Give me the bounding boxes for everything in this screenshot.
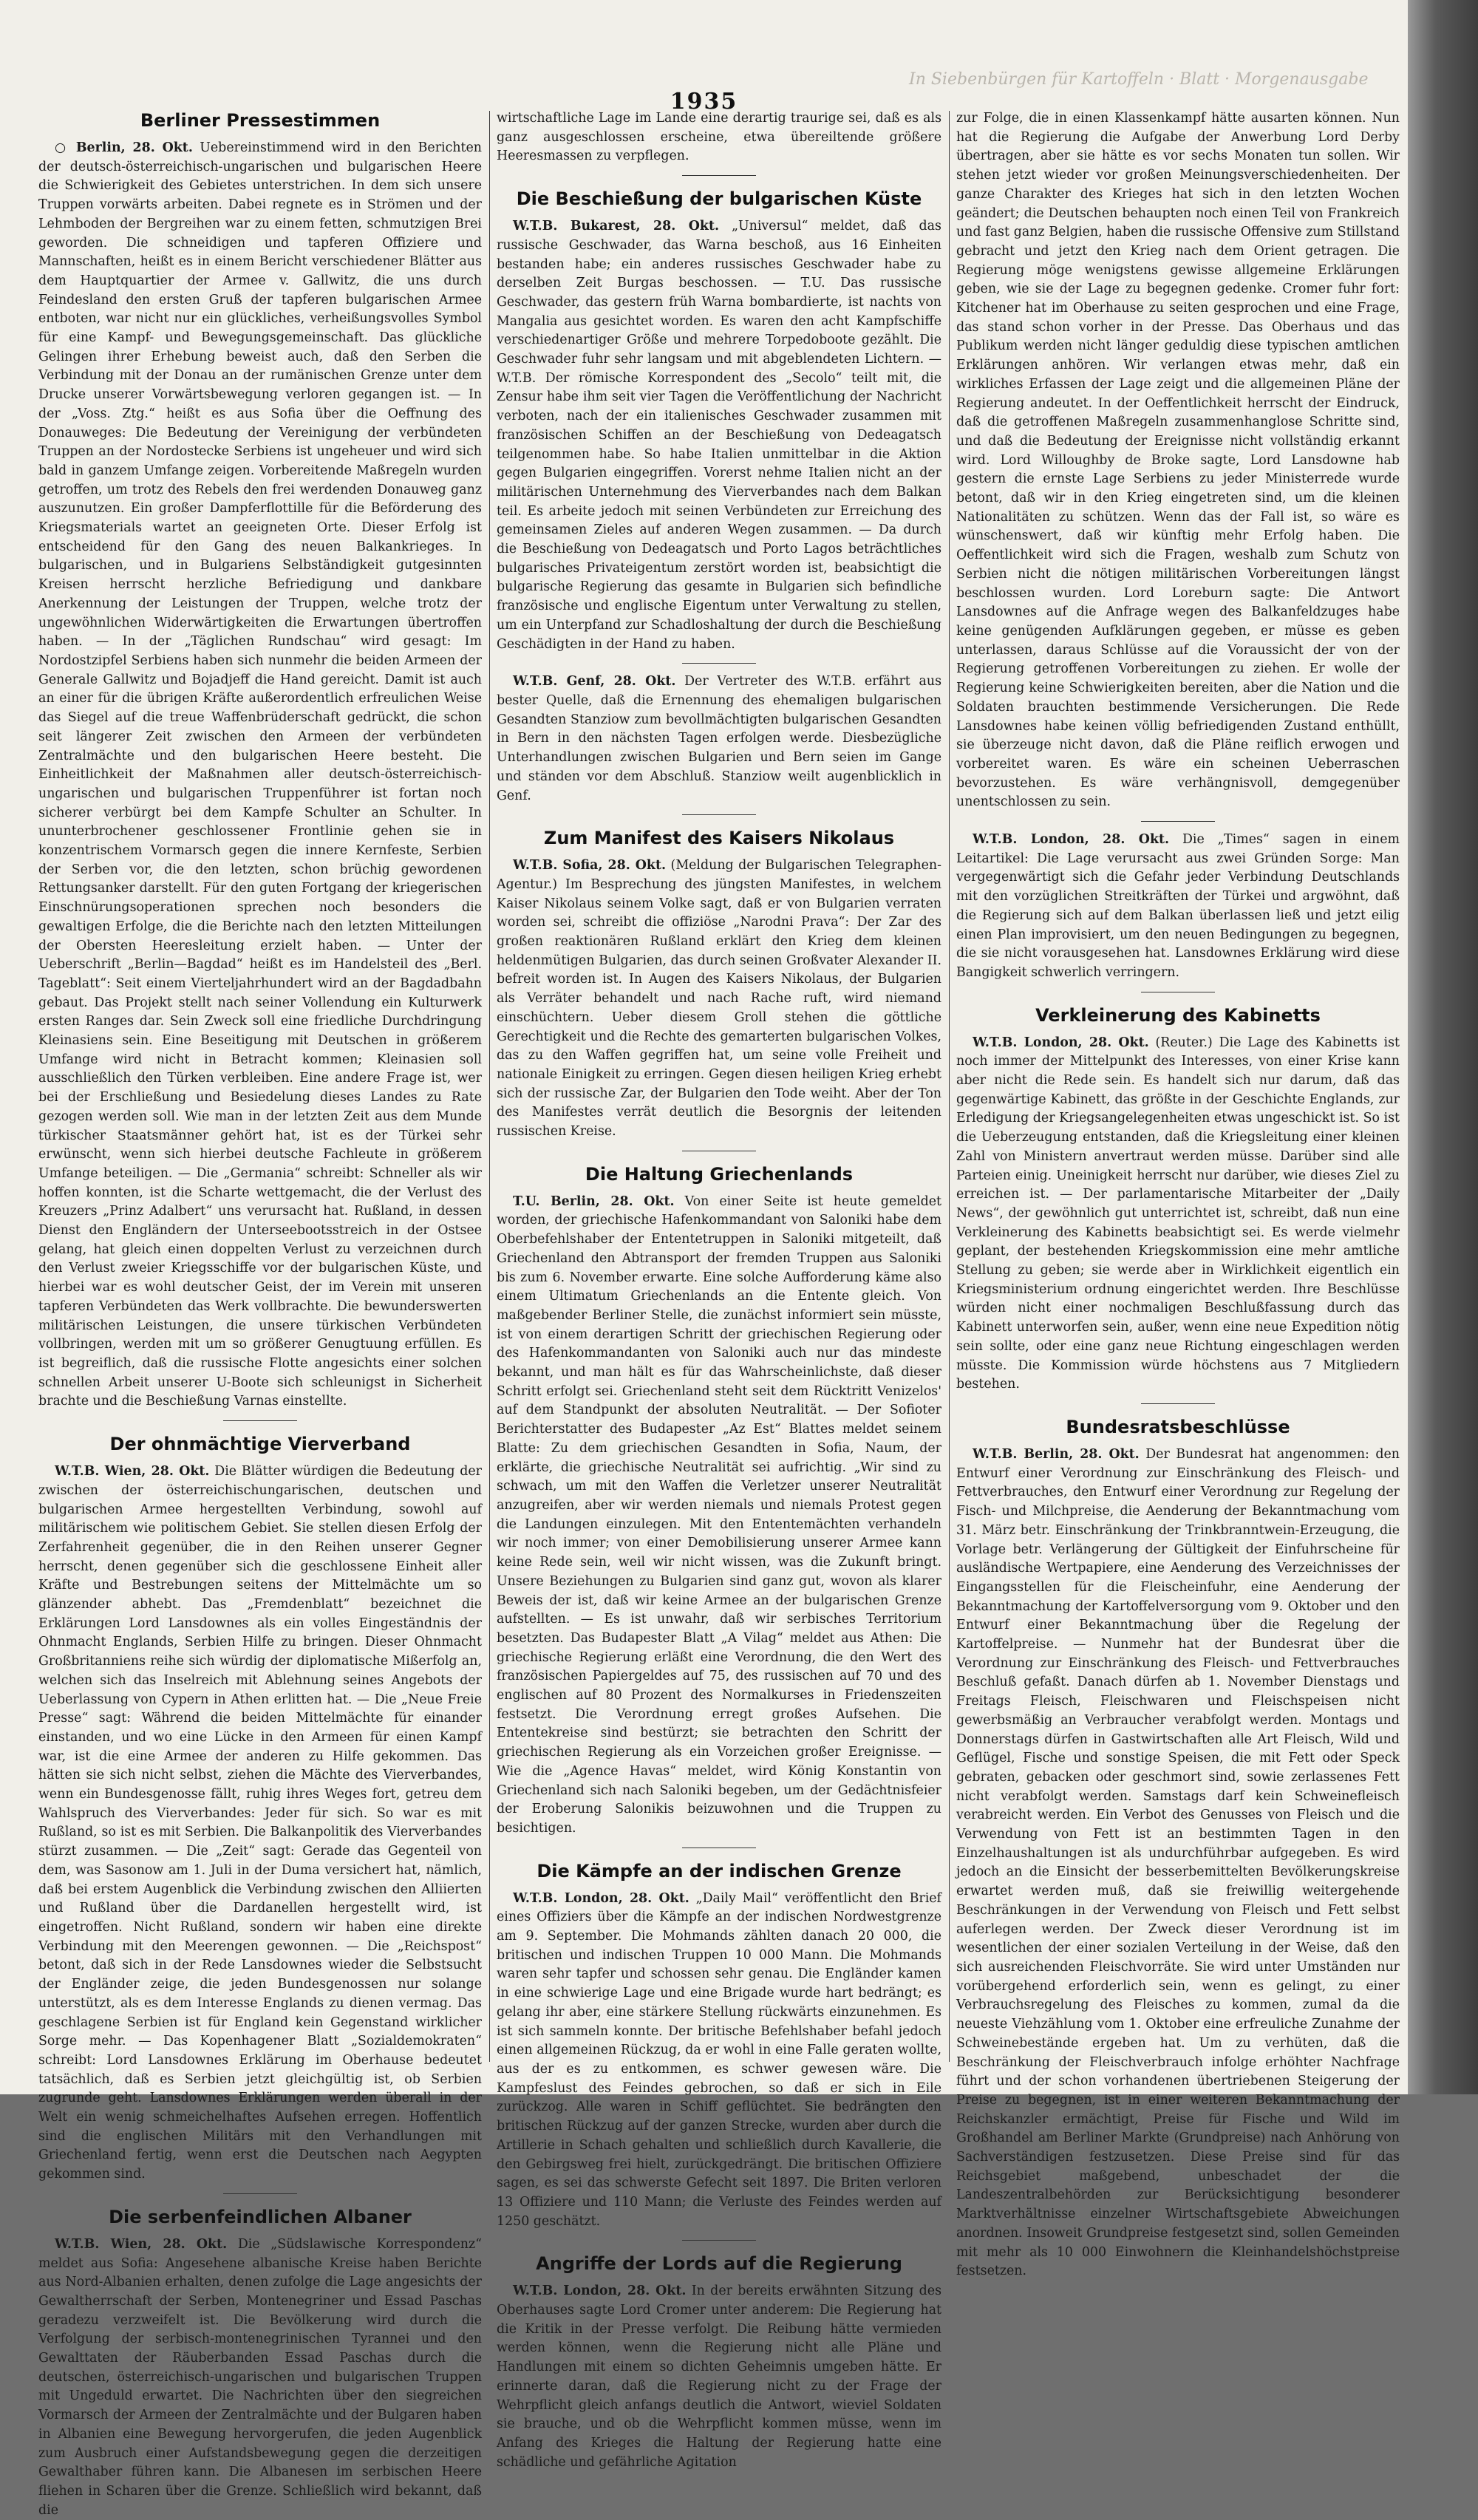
dateline: W.T.B. Genf, 28. Okt. — [513, 674, 676, 689]
bleed-through-strip: In Siebenbürgen für Kartoffeln · Blatt · Morgenausgabe — [909, 70, 1369, 89]
binding-fold — [1408, 0, 1478, 2094]
article-paragraph — [497, 857, 941, 1142]
dateline: W.T.B. London, 28. Okt. — [973, 1035, 1149, 1050]
headline-serbenfeindliche-albaner: Die serbenfeindlichen Albaner — [109, 2206, 412, 2227]
headline-bundesratsbeschluesse: Bundesratsbeschlüsse — [1066, 1417, 1290, 1437]
article-separator — [1141, 821, 1215, 822]
article-separator — [682, 663, 756, 664]
headline-beschiessung-bulgarische-kueste: Die Beschießung der bulgarischen Küste — [516, 188, 922, 210]
article-paragraph — [497, 2282, 941, 2472]
dateline: W.T.B. Bukarest, 28. Okt. — [513, 219, 720, 234]
article-text: Von einer Seite ist heute gemeldet worden, der griechische Hafenkommandant von Saloniki habe dem Oberbefehlshaber der Ententetruppen in Saloniki mitgeteilt, daß Griechenland den Abtransport der fremden Truppen aus Saloniki bis zum 6. November erwarte. Eine solche Aufforderung käme also einem Ultimatum Griechenlands an die Entente gleich. Von maßgebender Berliner Stelle, die zunächst informiert sein müsste, ist von einem derartigen Schritt der griechischen Regierung oder des Hafenkommandanten von Saloniki auch nur das mindeste bekannt, und man hält es für das Wahrscheinlichste, daß dieser Schritt erfolgt sei. Griechenland steht seit dem Rücktritt Venizelos' auf dem Standpunkt der absoluten Neutralität. — Der Sofioter Berichterstatter des Budapester „Az Est“ Blattes meldet seinem Blatte: Zu dem griechischen Gesandten in Sofia, Naum, der erklärte, die griechische Neutralität sei aufrichtig. „Wir sind zu schwach, um mit den Waffen die Verletzer unserer Neutralität anzugreifen, aber wir werden niemals und niemals Protest gegen die Landungen einzulegen. Mit den Ententemächten verhandeln wir noch immer; von einer Demobilisierung unserer Armee kann keine Rede sein, weil wir nicht wissen, was die Zukunft bringt. Unsere Beziehungen zu Bulgarien sind ganz gut, wovon als klarer Beweis der ist, daß wir keine Armee an der bulgarischen Grenze aufstellten. — Es ist unwahr, daß wir serbisches Territorium besetzten. Das Budapester Blatt „A Vilag“ meldet aus Athen: Die griechische Regierung erläßt eine Verordnung, die den Wert des französischen Papiergeldes auf 75, des russischen auf 70 und des englischen auf 80 Prozent des Normalkurses in Friedenszeiten festsetzt. Die Verordnung erregt großes Aufsehen. Die Ententekreise sind bestürzt; sie betrachten den Schritt der griechischen Regierung als ein Vorzeichen großer Ereignisse. — Wie die „Agence Havas“ meldet, wird König Konstantin von Griechenland sich nach Saloniki begeben, um der Gedächtnisfeier der Eroberung Salonikis beizuwohnen und die Truppen zu besichtigen. — [497, 1193, 942, 1836]
dateline: W.T.B. Wien, 28. Okt. — [55, 2236, 228, 2252]
article-text: (Meldung der Bulgarischen Telegraphen-Agentur.) Im Besprechung des jüngsten Manifestes, in welchem Kaiser Nikolaus seinem Volke sagt, daß er von Bulgarien verraten worden sei, schreibt die offiziöse „Narodni Prava“: Der Zar des großen reaktionären Rußland erklärt den Krieg dem kleinen heldenmütigen Bulgarien, das durch seinen Großvater Alexander II. befreit worden ist. In Augen des Kaisers Nikolaus, der Bulgarien als Verräter behandelt und nach Rache ruft, wird niemand einschüchtern. Ueber diesem Groll stehen die göttliche Gerechtigkeit und die Rechte des gemarterten bulgarischen Volkes, das zu den Waffen gegriffen hat, um seine volle Freiheit und nationale Einigkeit zu erringen. Gegen diesen heiligen Krieg erhebt sich der russische Zar, der Bulgarien den Tode weiht. Aber der Ton des Manifestes verrät deutlich die Besorgnis der leitenden russischen Kreise. — [497, 858, 942, 1140]
article-text: „Universul“ meldet, daß das russische Geschwader, das Warna beschoß, aus 16 Einheiten bestanden habe; ein anderes russisches Geschwader habe zu derselben Zeit Burgas beschossen. — T.U. Das russische Geschwader, das gestern früh Warna bombardierte, ist nachts von Mangalia aus gesichtet worden. Es waren den acht Kampfschiffe verschiedenartiger Größe und mehrere Torpedoboote gezählt. Die Geschwader fuhr sehr langsam und mit abgeblendeten Lichtern. — W.T.B. Der römische Korrespondent des „Secolo“ teilt mit, die Zensur habe ihm seit vier Tagen die Veröffentlichung der Nachricht verboten, nach der ein italienisches Geschwader zusammen mit französischen Schiffen an der Beschießung von Dedeagatsch teilgenommen habe. So habe Italien unmittelbar in die Aktion gegen Bulgarien eingegriffen. Vorerst nehme Italien nicht an der militärischen Unternehmung des Vierverbandes nach dem Balkan teil. Es arbeite jedoch mit seinen Verbündeten zur Erreichung des gemeinsamen Zieles auf anderen Wegen zusammen. — Da durch die Beschießung von Dedeagatsch und Porto Lagos beträchtliches bulgarisches Privateigentum zerstört worden ist, beabsichtigt die bulgarische Regierung das gesamte in Bulgarien sich befindliche französische und englische Eigentum unter Verwaltung zu stellen, um ein Unterpfand zur Schadloshaltung der durch die Beschießung Geschädigten in der Hand zu haben. — [497, 219, 941, 652]
dateline: W.T.B. Berlin, 28. Okt. — [973, 1447, 1140, 1462]
headline-berliner-pressestimmen: Berliner Pressestimmen — [140, 110, 381, 131]
article-text: Die „Südslawische Korrespondenz“ meldet aus Sofia: Angesehene albanische Kreise haben Berichte aus Nord-Albanien erhalten, denen zufolge die Lage angesichts der Gewaltherrschaft der Serben, Montenegriner und Essad Paschas geradezu verzweifelt ist. Die Bevölkerung wird durch die Verfolgung der serbisch-montenegrinischen Tyrannei und den Gewalttaten der Räuberbanden Essad Paschas durch die deutschen, österreichisch-ungarischen und bulgarischen Truppen mit Ungeduld erwartet. Die Nachrichten über den siegreichen Vormarsch der Armeen der Zentralmächte und der Bulgaren haben in Albanien eine Bewegung hervorgerufen, die jeden Augenblick zum Ausbruch einer Aufstandsbewegung gegen die derzeitigen Gewalthaber führen kann. Die Albanesen im serbischen Heere fliehen in Scharen über die Grenze. Schließlich wird bekannt, daß die — [38, 2236, 482, 2518]
dateline: W.T.B. London, 28. Okt. — [973, 832, 1170, 848]
dateline: W.T.B. London, 28. Okt. — [513, 1890, 689, 1906]
article-paragraph — [956, 831, 1400, 983]
headline-kaempfe-indische-grenze: Die Kämpfe an der indischen Grenze — [537, 1860, 902, 1882]
dateline: W.T.B. Sofia, 28. Okt. — [513, 858, 667, 874]
dateline: T.U. Berlin, 28. Okt. — [513, 1193, 675, 1209]
headline-verkleinerung-kabinett: Verkleinerung des Kabinetts — [1035, 1004, 1321, 1026]
article-text: Der Vertreter des W.T.B. erfährt aus bester Quelle, daß die Ernennung des ehemaligen bulgarischen Gesandten Stanziow zum bevollmächtigten bulgarischen Gesandten in Bern in den nächsten Tagen erfolgen werde. Diesbezügliche Unterhandlungen zwischen Bulgarien und Bern seien im Gange und ständen vor dem Abschluß. Stanziow weilt augenblicklich in Genf. — [497, 674, 941, 803]
article-text: Die „Times“ sagen in einem Leitartikel: Die Lage verursacht aus zwei Gründen Sorge: Man vergegenwärtigt sich die Gefahr jeder Verbindung Deutschlands mit den vorzüglichen Streitkräften der Türkei und argwöhnt, daß die Regierung sich auf dem Balkan überlassen ließ und jetzt eilig einen Plan improvisiert, um den neuen Bedingungen zu begegnen, die sie nicht vorausgesehen hat. Lansdownes Erklärung wird diese Bangigkeit schwerlich verringern. — [956, 832, 1400, 980]
article-separator — [682, 814, 756, 815]
headline-haltung-griechenlands: Die Haltung Griechenlands — [585, 1163, 854, 1185]
article-separator — [682, 175, 756, 176]
article-separator — [223, 2193, 297, 2194]
article-continuation: zur Folge, die in einen Klassenkampf hätte ausarten können. Nun hat die Regierung die Aufgabe der Anwerbung Lord Derby übertragen, aber sie hätte es vor sechs Monaten tun sollen. Wir stehen jetzt wieder vor großen Meinungsverschiedenheiten. Der ganze Charakter des Krieges hat sich in den letzten Wochen geändert; die Deutschen behaupten noch einen Teil von Frankreich und fast ganz Belgien, haben die russische Offensive zum Stillstand gebracht und jetzt den Krieg nach dem Orient getragen. Die Regierung möge wenigstens gewisse allgemeine Erklärungen geben, wie sie der Lage zu begegnen gedenke. Cromer fuhr fort: Kitchener hat im Oberhause zu seiten gesprochen und eine Frage, das stand schon vorher in der Presse. Das Oberhaus und das Publikum werden nicht länger geduldig diese typischen amtlichen Erklärungen anhören. Wir verlangen etwas mehr, daß ein wirkliches Erfassen der Lage zeigt und die allgemeinen Pläne der Regierung andeutet. In der Oeffentlichkeit herrscht der Eindruck, daß die getroffenen Maßregeln zusammenhanglose Schritte sind, und daß die Bedeutung der Ereignisse nicht vollständig erkannt wird. Lord Willoughby de Broke sagte, Lord Lansdowne hab gestern die ernste Lage Serbiens zu jeder Ministerrede wurde betont, daß wir in den Krieg eingetreten sind, um die kleinen Nationalitäten zu schützen. Wenn das der Fall ist, so wäre es wünschenswert, daß wir künftig mehr Erfolg haben. Die Oeffentlichkeit wird sich die Fragen, weshalb zum Schutz von Serbien nicht die nötigen militärischen Vorbereitungen längst beschlossen wurden. Lord Loreburn sagte: Die Antwort Lansdownes auf die Anfrage wegen des Balkanfeldzuges habe keine genügenden Aufklärungen gegeben, er müsse es geben unterlassen, daraus Schlüsse auf die Voraussicht der von der Regierung getroffenen Vorbereitungen zu ziehen. Er wolle der Regierung keine Schwierigkeiten bereiten, aber die Nation und die Soldaten brauchten bestimmende Versicherungen. Die Rede Lansdownes habe keinen völlig befriedigenden Zustand enthüllt, sie überzeuge nicht davon, daß die Pläne reiflich erwogen und vorbereitet waren. Es wäre ein scheinen Ueberraschen bevorzustehen. Es wäre verhängnisvoll, demgegenüber unentschlossen zu sein. — [956, 111, 1400, 810]
article-paragraph — [497, 217, 941, 654]
column-1 — [38, 109, 482, 2518]
article-text: „Daily Mail“ veröffentlicht den Brief eines Offiziers über die Kämpfe an der indischen Nordwestgrenze am 9. September. Die Mohmands zählten danach 20 000, die britischen und indischen Truppen 10 000 Mann. Die Mohmands waren sehr tapfer und schossen sehr genau. Die Engländer kamen in eine schwierige Lage und eine Brigade wurde hart bedrängt; es gelang ihr aber, eine stärkere Stellung rückwärts einzunehmen. Es ist sich sammeln konnte. Der britische Befehlshaber befahl jedoch einen allgemeinen Rückzug, da er wohl in eine Falle geraten wollte, aus der es zu entkommen, es schwer gewesen wäre. Die Kampfeslust des Feindes gebrochen, so daß er sich in Eile zurückzog. Alle waren in Schiff geflüchtet. Sie bedrängten den britischen Rückzug auf der ganzen Strecke, wurden aber durch die Artillerie in Schach gehalten und schließlich durch Kavallerie, die den Gebirgsweg frei hielt, zurückgedrängt. Die britischen Offiziere sagen, es sei das schwerste Gefecht seit 1897. Die Briten verloren 13 Offiziere und 110 Mann; die Verluste des Feindes werden auf 1250 geschätzt. — [497, 1890, 941, 2229]
column-rule — [949, 111, 950, 2062]
article-text: Der Bundesrat hat angenommen: den Entwurf einer Verordnung zur Einschränkung des Fleisch- und Fettverbrauches, den Entwurf einer Verordnung zur Regelung der Fisch- und Milchpreise, die Aenderung der Bekanntmachung vom 31. März betr. Einschränkung der Trinkbranntwein-Erzeugung, die Vorlage betr. Verlängerung der Gültigkeit der Einfuhrscheine für ausländische Wertpapiere, eine Aenderung des Verzeichnisses der Eingangsstellen für die Fleischeinfuhr, eine Aenderung der Bekanntmachung der Kartoffelversorgung vom 9. Oktober und den Entwurf einer Bekanntmachung über die Regelung der Kartoffelpreise. — Nunmehr hat der Bundesrat über die Verordnung zur Einschränkung des Fleisch- und Fettverbrauches Beschluß gefaßt. Danach dürfen ab 1. November Dienstags und Freitags Fleisch, Fleischwaren und Fleischspeisen nicht gewerbsmäßig an Verbraucher verabfolgt werden. Montags und Donnerstags dürfen in Gastwirtschaften alle Art Fleisch, Wild und Geflügel, Fische und sonstige Speisen, die mit Fett oder Speck gebraten, gebacken oder geschmort sind, sowie zerlassenes Fett nicht verabfolgt werden. Samstags darf kein Schweinefleisch verabreicht werden. Ein Verbot des Genusses von Fleisch und die Verwendung von Fett ist an bestimmten Tagen in den Einzelhaushaltungen ist als undurchführbar aufgegeben. Es wird jedoch an die Einsicht der besserbemittelten Bevölkerungskreise erwartet werden muß, daß sie freiwillig weitergehende Beschränkungen in der Verwendung von Fleisch und Fett selbst auferlegen werden. Der Zweck dieser Verordnung ist im wesentlichen der einer sozialen Verteilung in der Weise, daß den sich ausreichenden Fleischvorräte. Sie wird unter Umständen nur vorübergehend erforderlich sein, wenn es gelingt, zu einer Verbrauchsregelung des Fleisches zu kommen, zumal da die neueste Viehzählung vom 1. Oktober eine erfreuliche Zunahme der Schweinebestände ergeben hat. Um zu verhüten, daß die Beschränkung der Fleischverbrauch infolge erhöhter Nachfrage führt und der schon vorhandenen übertriebenen Steigerung der Preise zu begegnen, ist in einer weiteren Bekanntmachung der Reichskanzler ermächtigt, Preise für Fische und Wild im Großhandel am Berliner Markte (Grundpreise) nach Anhörung von Sachverständigen festzusetzen. Diese Preise sind für das Reichsgebiet maßgebend, unbeschadet der die Landeszentralbehörden zur Berücksichtigung besonderer Marktverhältnisse einzelner Wirtschaftsgebiete Abweichungen anordnen. Insoweit Grundpreise festgesetzt sind, sollen Gemeinden mit mehr als 10 000 Einwohnern die Kleinhandelshöchstpreise festsetzen. — [956, 1447, 1400, 2279]
column-2 — [497, 109, 942, 2470]
headline-ohnmaechtige-vierverband: Der ohnmächtige Vierverband — [109, 1434, 411, 1455]
article-paragraph — [497, 672, 941, 806]
article-paragraph — [497, 1890, 941, 2232]
article-separator — [1141, 1403, 1215, 1404]
article-text: Die Blätter würdigen die Bedeutung der zwischen der österreichischungarischen, deutschen und bulgarischen Armee hergestellten Verbindung, sowohl auf militärischem wie politischem Gebiet. Sie stellen diesen Erfolg der Zerfahrenheit gegenüber, die in den Reihen unserer Gegner herrscht, denen gegenüber sich die geschlossene Einheit aller Kräfte und Bestrebungen seitens der Mittelmächte um so glänzender abhebt. Das „Fremdenblatt“ bezeichnet die Erklärungen Lord Lansdownes als ein volles Eingeständnis der Ohnmacht Englands, Serbien Hilfe zu bringen. Dieser Ohnmacht Großbritanniens reihe sich würdig der diplomatische Mißerfolg an, welchen sich das Inselreich mit Ablehnung seines Angebots der Ueberlassung von Cypern in Athen erlitten hat. — Die „Neue Freie Presse“ sagt: Während die beiden Mittelmächte für einander einstanden, und wo eine Lücke in den Armeen für einen Kampf war, ist die eine Armee der anderen zu Hilfe gekommen. Das hätten sie sich nicht selbst, ziehen die Mächte des Vierverbandes, wenn ein Bundesgenosse fällt, ruhig ihres Weges fort, getreu dem Wahlspruch des Vierverbandes: Jeder für sich. So war es mit Rußland, so ist es mit Serbien. Die Balkanpolitik des Vierverbandes stürzt zusammen. — Die „Zeit“ sagt: Gerade das Gegenteil von dem, was Sasonow am 1. Juli in der Duma versichert hat, nämlich, daß bei erstem Augenblick die Verbindung zwischen den Alliierten und Rußland über die Dardanellen hergestellt wird, ist eingetroffen. Nicht Rußland, sondern wir haben eine direkte Verbindung mit den Meerengen gewonnen. — Die „Reichspost“ betont, daß sich in der Rede Lansdownes wieder die Selbstsucht der Engländer zeige, die jeden Bundesgenossen nur solange unterstützt, als es dem Interesse Englands zu dienen vermag. Das geschlagene Serbien ist für England kein Gegenstand wirklicher Sorge mehr. — Das Kopenhagener Blatt „Sozialdemokraten“ schreibt: Lord Lansdownes Erklärung im Oberhause bedeutet tatsächlich, daß es Serbien jetzt gleichgültig ist, ob Serbien zugrunde geht. Lansdownes Erklärungen werden überall in der Welt ein wenig schmeichelhaftes Aufsehen erregen. Hoffentlich sind die englischen Militärs mit den Verhandlungen mit Griechenland fertig, wenn erst die Deutschen nach Aegypten gekommen sind. — [38, 1464, 482, 2182]
article-continuation: wirtschaftliche Lage im Lande eine derartig traurige sei, daß es als ganz ausgeschlossen erscheine, etwa übereiltende größere Heeresmassen zu verpflegen. — [497, 111, 941, 164]
article-paragraph — [956, 1034, 1400, 1394]
article-text: In der bereits erwähnten Sitzung des Oberhauses sagte Lord Cromer unter anderem: Die Regierung hat die Kritik in der Presse verfolgt. Die Reibung hätte vermieden werden können, wenn die Regierung nicht alle Pläne und Handlungen mit einem so dichten Geheimnis umgeben hätte. Er erinnerte daran, daß die Regierung nicht zu der Frage der Wehrpflicht gleich anfangs deutlich die Antwort, wieviel Soldaten sie brauche, und ob die Wehrpflicht kommen müsse, wenn im Anfang des Krieges die Haltung der Regierung hatte eine schädliche und gefährliche Agitation — [497, 2284, 942, 2470]
article-paragraph — [38, 1462, 482, 2184]
article-paragraph — [497, 1193, 941, 1839]
article-paragraph — [956, 1445, 1400, 2281]
dateline: W.T.B. Wien, 28. Okt. — [55, 1464, 210, 1479]
headline-angriffe-der-lords: Angriffe der Lords auf die Regierung — [536, 2253, 902, 2275]
article-paragraph — [38, 139, 482, 1411]
column-3 — [956, 109, 1400, 2279]
article-paragraph — [38, 2235, 482, 2520]
dateline: W.T.B. London, 28. Okt. — [513, 2284, 687, 2299]
article-text: (Reuter.) Die Lage des Kabinetts ist noch immer der Mittelpunkt des Interesses, von einer Krise kann aber nicht die Rede sein. Es handelt sich nur darum, daß das gegenwärtige Kabinett, das größte in der Geschichte Englands, zur Erledigung der Kriegsangelegenheiten etwas ungeschickt ist. So ist die Ueberzeugung entstanden, daß die Kriegsleitung einer kleinen Zahl von Ministern anvertraut werden müsse. Darüber sind alle Parteien einig. Uneinigkeit herrscht nur darüber, wie dieses Ziel zu erreichen ist. — Der parlamentarische Mitarbeiter der „Daily News“, der gewöhnlich gut unterrichtet ist, schreibt, daß nun eine Verkleinerung des Kabinetts beabsichtigt sei. Es werde vielmehr geplant, der bestehenden Kriegskommission eine mehr amtliche Stellung zu geben; sie werde aber in Wirklichkeit eigentlich ein Kriegsministerium ordnung eingerichtet werden. Ihre Beschlüsse würden nicht einer nochmaligen Beschlußfassung durch das Kabinett unterworfen sein, außer, wenn eine neue Expedition nötig sein sollte, oder eine ganz neue Richtung eingeschlagen werden müsste. Die Kommission würde höchstens aus 7 Mitgliedern bestehen. — [956, 1035, 1400, 1392]
column-rule — [489, 111, 490, 2062]
article-separator — [223, 1420, 297, 1421]
headline-manifest-kaiser-nikolaus: Zum Manifest des Kaisers Nikolaus — [543, 828, 895, 849]
article-separator — [682, 2240, 756, 2241]
article-text: Uebereinstimmend wird in den Berichten der deutsch-österreichisch-ungarischen und bulgarischen Heere die Schwierigkeit des Gebietes unterstrichen. In dem sich unsere Truppen vorwärts arbeiten. Dabei regnete es in Strömen und der Lehmboden der Bergreihen war zu einem fetten, schmutzigen Brei geworden. Die schneidigen und tapferen Offiziere und Mannschaften, heißt es in einem Bericht verschiedener Blätter aus dem Hauptquartier der Armee v. Gallwitz, die uns durch Feindesland den ersten Gruß der tapferen bulgarischen Armee entboten, war nicht nur ein glückliches, verheißungsvolles Symbol für eine Kampf- und Bewegungsgemeinschaft. Das glückliche Gelingen ihrer Erhebung beweist auch, daß den Serben die Verbindung mit der Donau an der rumänischen Grenze unter dem Drucke unserer Vorwärtsbewegung verloren gegangen ist. — In der „Voss. Ztg.“ heißt es aus Sofia über die Oeffnung des Donauweges: Die Bedeutung der Vereinigung der verbündeten Truppen an der Nordostecke Serbiens ist ungeheuer und wird sich bald in ganzem Umfange zeigen. Vorbereitende Maßregeln wurden getroffen, um trotz des Rebels den frei werdenden Donauweg ganz auszunutzen. Ein großer Dampferflottille für die Beförderung des Kriegsmaterials wartet an geeigneten Orte. Dieser Erfolg ist entscheidend für den Gang des neuen Balkankrieges. In bulgarischen, und in Bulgariens Selbständigkeit gutgesinnten Kreisen herrscht herzliche Befriedigung und dankbare Anerkennung der Leistungen der Truppen, welche trotz der ungewöhnlichen Widerwärtigkeiten die Erwartungen übertroffen haben. — In der „Täglichen Rundschau“ wird gesagt: Im Nordostzipfel Serbiens haben sich nunmehr die beiden Armeen der Generale Gallwitz und Bojadjeff die Hand gereicht. Damit ist auch an einer für die übrigen Kräfte außerordentlich erfreulichen Weise das Siegel auf die treue Waffenbrüderschaft gedrückt, die schon seit längerer Zeit zwischen den Armeen der verbündeten Zentralmächte und den bulgarischen Heere besteht. Die Einheitlichkeit der Maßnahmen aller deutsch-österreichisch-ungarischen und bulgarischen Truppenführer ist fortan noch sicherer verbürgt bei dem Kampfe Schulter an Schulter. In ununterbrochener geschlossener Frontlinie gehen sie in konzentrischem Vormarsch gegen die innere Kernfeste, Serbien der Serben vor, die den letzten, schon brüchig gewordenen Rettungsanker darstellt. Für den guten Fortgang der kriegerischen Einschnürungsoperationen sprechen noch besonders die gewaltigen Erfolge, die die Berichte nach den letzten Mitteilungen der Obersten Heeresleitung erzielt haben. — Unter der Ueberschrift „Berlin—Bagdad“ heißt es im Handelsteil des „Berl. Tageblatt“: Seit einem Vierteljahrhundert wird an der Bagdadbahn gebaut. Das Projekt stellt nach seiner Vollendung ein Kulturwerk ersten Ranges dar. Sein Zweck soll eine friedliche Durchdringung Kleinasiens sein. Eine Beseitigung mit Deutschen in größerem Umfange wird nicht in Betracht kommen; Kleinasien soll ausschließlich den Türken verbleiben. Eine andere Frage ist, wer bei der Erschließung und Besiedelung dieses Landes zu Rate gezogen werden soll. Wie man in der letzten Zeit aus dem Munde türkischer Staatsmänner gehört hat, ist es der Türkei sehr erwünscht, wenn sich hierbei deutsche Fachleute in größerem Umfange beteiligen. — Die „Germania“ schreibt: Schneller als wir hoffen konnten, ist die Scharte wettgemacht, die der Verlust des Kreuzers „Prinz Adalbert“ uns verursacht hat. Rußland, in dessen Dienst den Engländern der Unterseebootsstreich in der Ostsee gelang, hat gleich einen doppelten Verlust zu verzeichnen durch den Verlust zweier Kriegsschiffe vor der bulgarischen Küste, und hierbei war es wohl deutscher Geist, der im Verein mit unseren tapferen Verbündeten das Werk vollbrachte. Die bewunderswerten militärischen Leistungen, die unsere türkischen Verbündeten vollbringen, werden mit um so größerer Genugtuung erfüllen. Es ist begreiflich, daß die russische Flotte angesichts einer solchen schnellen Arbeit unserer U-Boote sich schleunigst in Sicherheit brachte und die Beschießung Varnas einstellte. — [38, 140, 482, 1409]
page-number: 1935 — [670, 89, 738, 115]
dateline: ○ Berlin, 28. Okt. — [55, 140, 193, 155]
